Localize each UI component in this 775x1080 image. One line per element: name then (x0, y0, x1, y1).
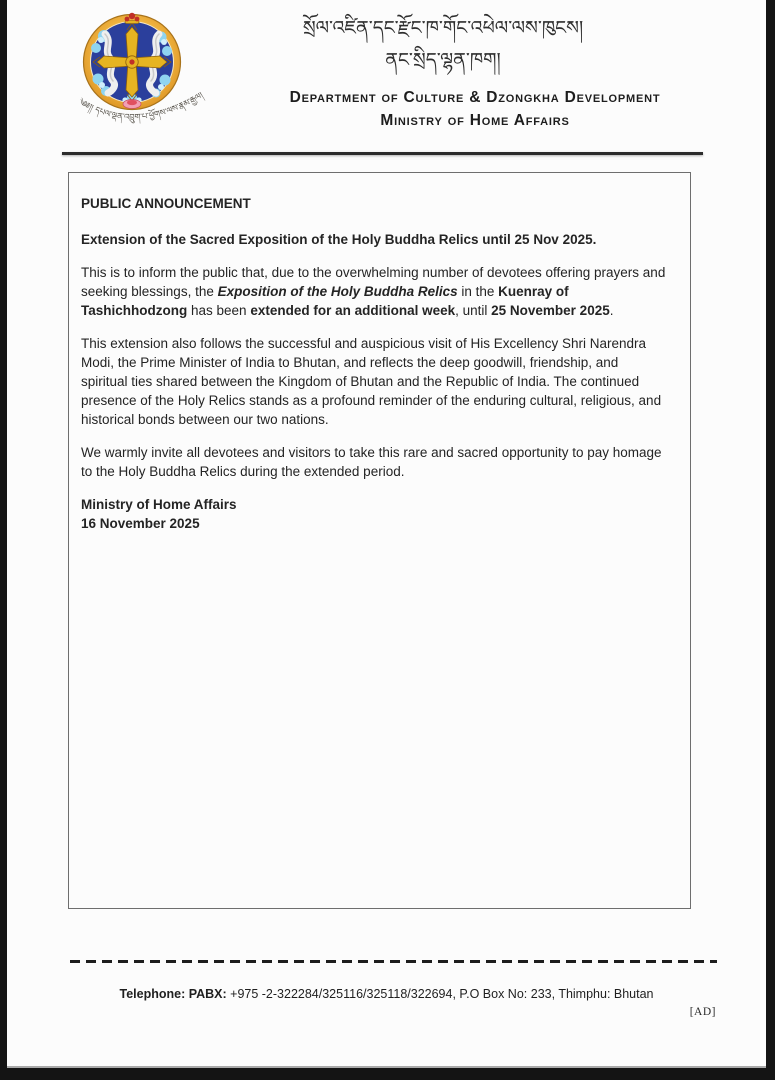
header-dzongkha-line1: སྲོལ་འཛིན་དང་རྫོང་ཁ་གོང་འཕེལ་ལས་ཁུངས། (302, 17, 584, 39)
signature-date: 16 November 2025 (81, 516, 200, 531)
header-english (225, 86, 725, 132)
signature-organization: Ministry of Home Affairs (81, 497, 237, 512)
header-ministry-name: Ministry of Home Affairs (380, 112, 570, 129)
footer-dashed-divider (70, 960, 717, 963)
header-department-name: Department of Culture & Dzongkha Development (289, 89, 661, 106)
footer-contact: Telephone: PABX: +975 -2-322284/325116/325118/322694, P.O Box No: 233, Thimphu: Bhutan (119, 987, 654, 1001)
announcement-subject: Extension of the Sacred Exposition of the Holy Buddha Relics until 25 Nov 2025. (81, 232, 597, 247)
announcement-paragraph-2: This extension also follows the successful and auspicious visit of His Excellency Shri Narendra Modi, the Prime Minister of India to Bhutan, and reflects the deep goodwill, friendship, and spiritual ties shared between the Kingdom of Bhutan and the Republic of India. The continued presence of the Holy Relics stands as a profound reminder of the enduring cultural, religious, and historical bonds between our two nations. (81, 336, 662, 427)
header-dzongkha-line2: ནང་སྲིད་ལྷན་ཁག། (385, 49, 501, 71)
announcement-box (68, 172, 691, 909)
header-divider-rule (62, 152, 703, 155)
document-page (7, 0, 766, 1068)
announcement-title: PUBLIC ANNOUNCEMENT (81, 196, 251, 211)
bhutan-national-emblem-icon (75, 10, 211, 142)
ad-watermark: [AD] (689, 1006, 716, 1018)
announcement-paragraph-1: This is to inform the public that, due to the overwhelming number of devotees offering prayers and seeking blessings, the Exposition of the Holy Buddha Relics in the Kuenray of Tashichhodzong has been extended for an additional week, until 25 November 2025. (81, 265, 666, 318)
emblem-motto-script: ༄༅།། དཔལ་ལྡན་འབྲུག་པ་ཕྱོགས་ལས་རྣམ་རྒྱལ། (76, 90, 206, 123)
lotus-icon (123, 100, 141, 109)
header-dzongkha (203, 12, 683, 76)
announcement-paragraph-3: We warmly invite all devotees and visitors to take this rare and sacred opportunity to pay homage to the Holy Buddha Relics during the extended period. (81, 445, 662, 479)
